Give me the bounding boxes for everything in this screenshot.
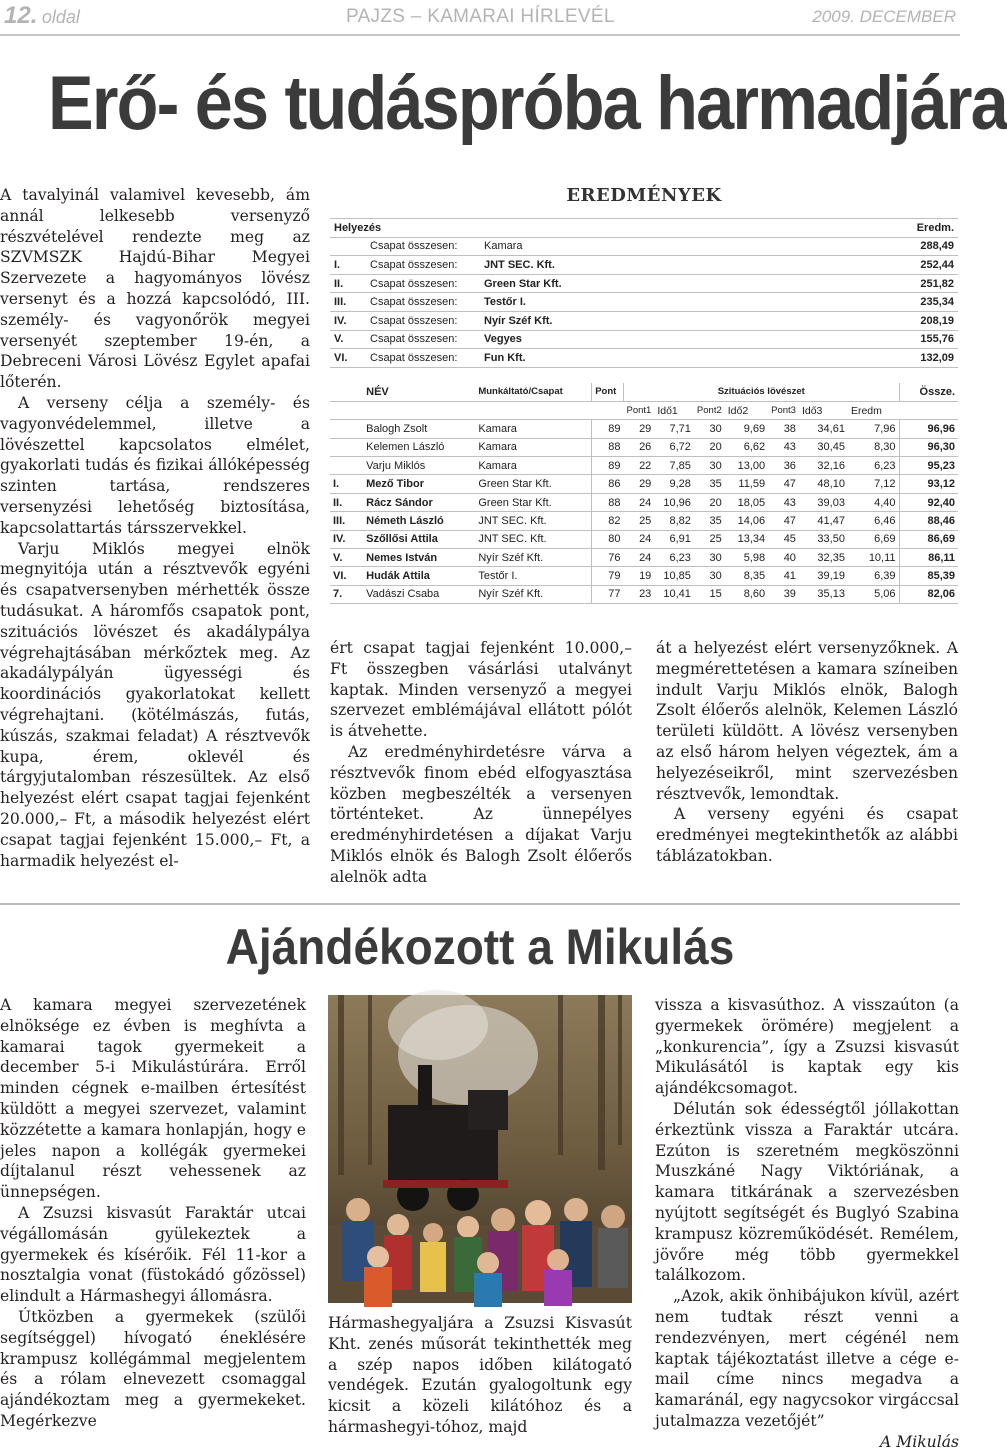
cell-ido2: 8,60	[725, 585, 768, 603]
cell-pont1: 29	[623, 475, 654, 493]
cell-team: Fun Kft.	[480, 349, 790, 368]
publication-name: PAJZS – KAMARAI HÍRLEVÉL	[346, 6, 615, 27]
page-number-word: oldal	[41, 7, 80, 27]
table-row	[330, 420, 958, 438]
cell-pont2: 20	[694, 493, 725, 511]
signature: A Mikulás	[880, 1432, 959, 1451]
section-divider	[0, 903, 960, 905]
cell-place: V.	[330, 549, 363, 567]
cell-ido2: 13,34	[725, 530, 768, 548]
table-row	[330, 293, 958, 312]
cell-pont: 89	[592, 457, 624, 475]
cell-place: 7.	[330, 585, 363, 603]
cell-eredm: 4,40	[848, 493, 899, 511]
table-row	[330, 349, 958, 368]
paragraph: vissza a kisvasúthoz. A visszaúton (a gyermekek örömére) megjelent a „konkurencia”, így a Zsuzsi kisvasút Mikulásától is kaptak egy kis ajándékcsomagot.	[655, 996, 959, 1098]
cell-pont2: 35	[694, 475, 725, 493]
paragraph: át a helyezést elért versenyzőknek. A megmérettetésen a kamara színeiben indult Varju Miklós elnök, Balogh Zsolt élőerős alelnök, Kelemen László területi küldött. A lövész versenyben az első három helyen végeztek, ám a helyezéseikről, mint szervezésben résztvevők, lemondtak.	[656, 639, 958, 803]
cell-team: Testőr I.	[475, 567, 591, 585]
paragraph: „Azok, akik önhibájukon kívül, azért nem tudtak részt venni a rendezvényen, mert cégénél nem kaptak tájékoztatást illetve a cége e-mail címe nincs megadva a kamaránál, egy nagycsokor virgáccsal jutalmazza vezetőjét”	[655, 1287, 959, 1430]
cell-pont1: 24	[623, 493, 654, 511]
cell-ido1: 6,72	[654, 438, 694, 456]
cell-pont1: 23	[623, 585, 654, 603]
cell-place	[330, 237, 366, 256]
cell-pont3: 41	[768, 567, 799, 585]
cell-ido1: 7,71	[654, 420, 694, 438]
cell-name: Varju Miklós	[363, 457, 475, 475]
cell-ido3: 39,03	[799, 493, 848, 511]
table-row	[330, 585, 958, 603]
cell-label: Csapat összesen:	[366, 293, 480, 312]
cell-eredm: 6,69	[848, 530, 899, 548]
paragraph: A verseny egyéni és csapat eredményei megtekinthetők az alábbi táblázatokban.	[656, 805, 958, 865]
cell-place: III.	[330, 293, 366, 312]
paragraph: Délután sok édességtől jóllakottan érkeztünk vissza a Faraktár utcára. Ezúton is szeretném megköszönni Muszkáné Nagy Viktóriának, a kamara titkárának a szervezésben nyújtott segítségét és Buglyó Szabina krampusz közreműködését. Remélem, jövőre még több gyermekkel találkozom.	[655, 1099, 959, 1285]
article-headline: Erő- és tudáspróba harmadjára	[48, 61, 1007, 146]
cell-name: Nemes István	[363, 549, 475, 567]
cell-team: Nyír Széf Kft.	[475, 549, 591, 567]
cell-pont1: 29	[623, 420, 654, 438]
cell-pont2: 30	[694, 567, 725, 585]
header-situational: Szituációs lövészet	[623, 383, 899, 401]
cell-team: JNT SEC. Kft.	[475, 512, 591, 530]
cell-total: 95,23	[899, 457, 958, 475]
table-row	[330, 512, 958, 530]
cell-score: 132,09	[790, 349, 958, 368]
header-score: Eredm.	[790, 219, 958, 238]
cell-total: 93,12	[899, 475, 958, 493]
cell-team: Kamara	[475, 420, 591, 438]
cell-place: II.	[330, 274, 366, 293]
cell-label: Csapat összesen:	[366, 349, 480, 368]
cell-pont: 89	[592, 420, 624, 438]
cell-name: Mező Tibor	[363, 475, 475, 493]
header-pont: Pont	[592, 383, 624, 401]
cell-ido2: 5,98	[725, 549, 768, 567]
table-row	[330, 330, 958, 349]
cell-place: II.	[330, 493, 363, 511]
paragraph: Varju Miklós megyei elnök megnyitója után a résztvevők egyéni és csapatversenyben mérhették össze tudásukat. A háromfős csapatok pont, szituációs lövészet és akadálypálya végrehajtásában mérkőztek meg. Az akadálypályán ügyességi és koordinációs gyakorlatokat kellett végrehajtani. (kötélmászás, futás, kúszás, szakmai feladat) A résztvevők kupa, érem, oklevél és tárgyjutalomban részesültek. Az első helyezést elért csapat tagjai fejenként 20.000,– Ft, a második helyezést elért csapat tagjai fejenként 15.000,– Ft, a harmadik helyezést el-	[0, 539, 310, 870]
cell-label: Csapat összesen:	[366, 237, 480, 256]
header-divider	[0, 34, 960, 36]
table-row	[330, 493, 958, 511]
cell-ido3: 32,35	[799, 549, 848, 567]
issue-date: 2009. DECEMBER	[812, 7, 956, 26]
cell-score: 252,44	[790, 256, 958, 275]
table-row	[330, 567, 958, 585]
cell-eredm: 6,23	[848, 457, 899, 475]
table-row	[330, 274, 958, 293]
cell-ido2: 9,69	[725, 420, 768, 438]
cell-place: VI.	[330, 567, 363, 585]
cell-pont1: 24	[623, 530, 654, 548]
cell-pont3: 47	[768, 512, 799, 530]
table-row	[330, 475, 958, 493]
event-photo	[328, 995, 632, 1303]
cell-name: Vadászi Csaba	[363, 585, 475, 603]
paragraph: ért csapat tagjai fejenként 10.000,– Ft összegben vásárlási utalványt kaptak. Minden versenyző a megyei szervezet emblémájával ellátott pólót is átvehette.	[330, 639, 632, 741]
cell-team: Green Star Kft.	[475, 475, 591, 493]
paragraph: A kamara megyei szervezetének elnöksége ez évben is meghívta a kamarai tagok gyermekeit a december 5-i Mikulástúrára. Erről minden cégnek e-mailben értesítést küldött a megyei szervezet, valamint közzétette a kamara honlapján, hogy e jeles napon a kollégák gyermekei díjtalanul részt vehessenek az ünnepségen.	[0, 996, 306, 1202]
table-row	[330, 311, 958, 330]
header-place: Helyezés	[330, 219, 790, 238]
cell-name: Németh László	[363, 512, 475, 530]
cell-pont: 86	[592, 475, 624, 493]
cell-ido3: 30,45	[799, 438, 848, 456]
cell-team: Testőr I.	[480, 293, 790, 312]
cell-name: Szőllősi Attila	[363, 530, 475, 548]
table-subheader-row	[330, 401, 958, 419]
cell-pont2: 30	[694, 420, 725, 438]
cell-ido3: 48,10	[799, 475, 848, 493]
article-headline-2: Ajándékozott a Mikulás	[225, 919, 735, 975]
cell-ido3: 33,50	[799, 530, 848, 548]
cell-pont3: 36	[768, 457, 799, 475]
cell-pont: 80	[592, 530, 624, 548]
paragraph: Hármashegyaljára a Zsuzsi Kisvasút Kht. zenés műsorát tekinthették meg a szép napos időben kilátogató vendégek. Ezután gyalogoltunk egy kicsit a közeli kilátóhoz és a hármashegyi-tóhoz, majd	[328, 1314, 632, 1436]
cell-eredm: 8,30	[848, 438, 899, 456]
individual-results-table	[330, 383, 958, 604]
cell-total: 88,46	[899, 512, 958, 530]
cell-place: III.	[330, 512, 363, 530]
cell-pont2: 30	[694, 457, 725, 475]
cell-pont3: 40	[768, 549, 799, 567]
cell-pont2: 35	[694, 512, 725, 530]
cell-eredm: 7,12	[848, 475, 899, 493]
cell-team: Kamara	[480, 237, 790, 256]
cell-label: Csapat összesen:	[366, 311, 480, 330]
cell-team: Green Star Kft.	[475, 493, 591, 511]
cell-name: Hudák Attila	[363, 567, 475, 585]
cell-pont3: 45	[768, 530, 799, 548]
header-ido3: Idő3	[799, 401, 848, 419]
cell-ido1: 10,96	[654, 493, 694, 511]
page-header	[0, 0, 960, 34]
table-row	[330, 457, 958, 475]
cell-pont: 76	[592, 549, 624, 567]
header-pont3: Pont3	[768, 401, 799, 419]
cell-pont1: 19	[623, 567, 654, 585]
cell-score: 208,19	[790, 311, 958, 330]
cell-team: Green Star Kft.	[480, 274, 790, 293]
paragraph: A tavalyinál valamivel kevesebb, ám annál lelkesebb versenyző részvételével rendezte meg az SZVMSZK Hajdú-Bihar Megyei Szervezete a hagyományos lövész versenyt és a hozzá kapcsolódó, III. személy- és vagyonőrök megyei versenyét szeptember 19-én, a Debreceni Városi Lövész Egylet apafai lőterén.	[0, 186, 310, 392]
header-pont2: Pont2	[694, 401, 725, 419]
paragraph: Útközben a gyermekek (szülői segítséggel) hívogató éneklésére krampusz kollégámmal megjelentem és a rólam elnevezett csomaggal ajándékoztam meg a gyermekeket. Megérkezve	[0, 1307, 306, 1430]
article2-column-2	[328, 1313, 632, 1438]
table-row	[330, 256, 958, 275]
cell-ido1: 9,28	[654, 475, 694, 493]
cell-place: IV.	[330, 530, 363, 548]
cell-place: I.	[330, 256, 366, 275]
cell-total: 96,30	[899, 438, 958, 456]
paragraph: A verseny célja a személy- és vagyonvédelemmel, illetve a lövészettel kapcsolatos elmélet, gyakorlati tudás és fizikai állóképesség szinten tartása, rendszeres versenyzési lehetőség biztosítása, kapcsolattartás társszervekkel.	[0, 393, 310, 537]
cell-label: Csapat összesen:	[366, 256, 480, 275]
cell-total: 85,39	[899, 567, 958, 585]
cell-ido1: 8,82	[654, 512, 694, 530]
cell-label: Csapat összesen:	[366, 330, 480, 349]
cell-eredm: 6,39	[848, 567, 899, 585]
cell-team: JNT SEC. Kft.	[480, 256, 790, 275]
paragraph: Az eredményhirdetésre várva a résztvevők finom ebéd elfogyasztása közben megbeszélték a versenyen történteket. Az ünnepélyes eredményhirdetésen a díjakat Varju Miklós elnök és Balogh Zsolt élőerős alelnök adta	[330, 742, 632, 886]
cell-team: Nyír Széf Kft.	[475, 585, 591, 603]
cell-ido3: 34,61	[799, 420, 848, 438]
cell-ido3: 32,16	[799, 457, 848, 475]
photo-illustration	[328, 995, 632, 1303]
team-results-table	[330, 218, 958, 368]
cell-pont1: 26	[623, 438, 654, 456]
cell-pont3: 39	[768, 585, 799, 603]
cell-score: 235,34	[790, 293, 958, 312]
cell-total: 96,96	[899, 420, 958, 438]
header-eredm: Eredm	[848, 401, 899, 419]
cell-score: 251,82	[790, 274, 958, 293]
cell-ido2: 13,00	[725, 457, 768, 475]
cell-team: JNT SEC. Kft.	[475, 530, 591, 548]
cell-pont2: 30	[694, 549, 725, 567]
cell-place: IV.	[330, 311, 366, 330]
header-ido2: Idő2	[725, 401, 768, 419]
table-row	[330, 237, 958, 256]
cell-total: 82,06	[899, 585, 958, 603]
table-row	[330, 549, 958, 567]
header-employer: Munkáltató/Csapat	[475, 383, 591, 401]
cell-ido1: 10,41	[654, 585, 694, 603]
cell-ido3: 41,47	[799, 512, 848, 530]
page-number	[4, 2, 80, 30]
cell-place	[330, 420, 363, 438]
cell-pont: 79	[592, 567, 624, 585]
page-number-value: 12.	[4, 2, 38, 29]
cell-place: VI.	[330, 349, 366, 368]
cell-place: I.	[330, 475, 363, 493]
cell-pont3: 43	[768, 438, 799, 456]
cell-ido1: 6,23	[654, 549, 694, 567]
results-title: EREDMÉNYEK	[566, 185, 722, 206]
header-ido1: Idő1	[654, 401, 694, 419]
cell-total: 86,11	[899, 549, 958, 567]
cell-pont: 77	[592, 585, 624, 603]
cell-ido2: 18,05	[725, 493, 768, 511]
header-pont1: Pont1	[623, 401, 654, 419]
cell-score: 155,76	[790, 330, 958, 349]
article-column-1	[0, 185, 310, 871]
cell-ido3: 39,19	[799, 567, 848, 585]
cell-pont1: 24	[623, 549, 654, 567]
cell-team: Nyír Széf Kft.	[480, 311, 790, 330]
cell-place	[330, 457, 363, 475]
cell-ido1: 7,85	[654, 457, 694, 475]
cell-total: 92,40	[899, 493, 958, 511]
cell-name: Kelemen László	[363, 438, 475, 456]
article2-column-1	[0, 995, 306, 1432]
individual-rows	[330, 420, 958, 604]
table-row	[330, 438, 958, 456]
cell-name: Rácz Sándor	[363, 493, 475, 511]
cell-team: Kamara	[475, 438, 591, 456]
table-row	[330, 530, 958, 548]
cell-ido3: 35,13	[799, 585, 848, 603]
cell-place	[330, 438, 363, 456]
cell-ido2: 14,06	[725, 512, 768, 530]
cell-pont1: 25	[623, 512, 654, 530]
cell-score: 288,49	[790, 237, 958, 256]
cell-label: Csapat összesen:	[366, 274, 480, 293]
table-header-row	[330, 383, 958, 401]
header-total: Össze.	[899, 383, 958, 401]
article2-column-3	[655, 995, 959, 1453]
cell-eredm: 5,06	[848, 585, 899, 603]
cell-ido2: 6,62	[725, 438, 768, 456]
cell-pont2: 15	[694, 585, 725, 603]
cell-name: Balogh Zsolt	[363, 420, 475, 438]
cell-pont3: 38	[768, 420, 799, 438]
cell-place: V.	[330, 330, 366, 349]
article-column-2	[330, 638, 632, 888]
cell-pont1: 22	[623, 457, 654, 475]
cell-eredm: 7,96	[848, 420, 899, 438]
cell-ido2: 11,59	[725, 475, 768, 493]
cell-pont2: 20	[694, 438, 725, 456]
cell-pont3: 43	[768, 493, 799, 511]
cell-team: Vegyes	[480, 330, 790, 349]
paragraph: A Zsuzsi kisvasút Faraktár utcai végállomásán gyülekeztek a gyermekek és kísérőik. Fél 11-kor a nosztalgia vonat (füstokádó gőzössel) elindult a Hármashegyi állomásra.	[0, 1203, 306, 1306]
table-header-row	[330, 219, 958, 238]
cell-pont: 82	[592, 512, 624, 530]
cell-eredm: 10,11	[848, 549, 899, 567]
cell-pont3: 47	[768, 475, 799, 493]
cell-ido2: 8,35	[725, 567, 768, 585]
cell-team: Kamara	[475, 457, 591, 475]
cell-total: 86,69	[899, 530, 958, 548]
cell-pont: 88	[592, 493, 624, 511]
article-column-3	[656, 638, 958, 867]
cell-ido1: 10,85	[654, 567, 694, 585]
cell-ido1: 6,91	[654, 530, 694, 548]
header-name: NÉV	[363, 383, 475, 401]
cell-pont: 88	[592, 438, 624, 456]
cell-eredm: 6,46	[848, 512, 899, 530]
cell-pont2: 25	[694, 530, 725, 548]
